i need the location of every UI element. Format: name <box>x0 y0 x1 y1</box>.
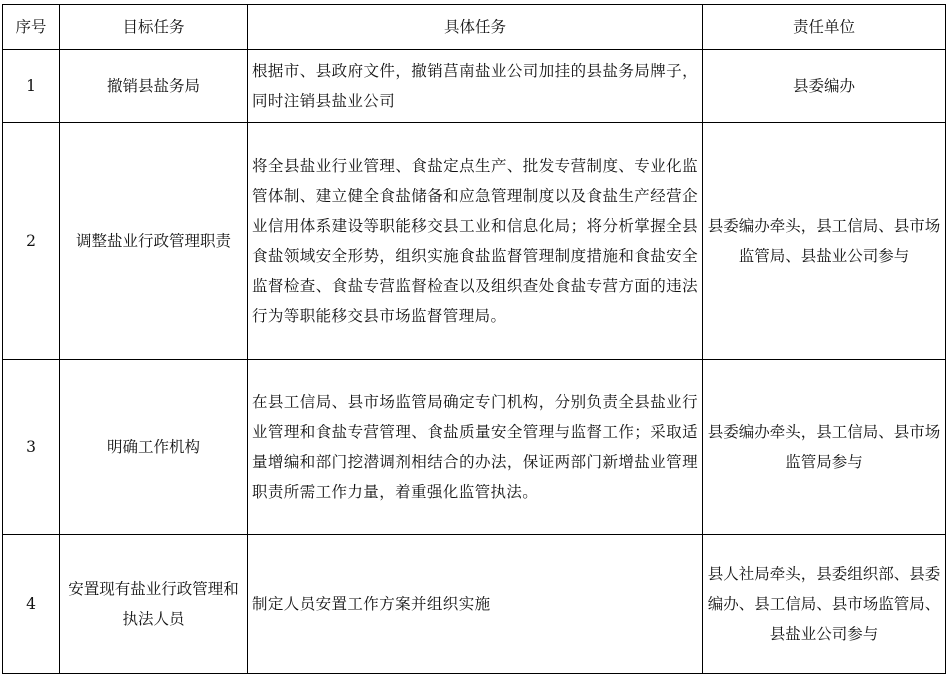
task-cell: 将全县盐业行业管理、食盐定点生产、批发专营制度、专业化监管体制、建立健全食盐储备和应急管理制度以及食盐生产经营企业信用体系建设等职能移交县工业和信息化局；将分析掌握全县食盐领域安全形势，组织实施食盐监督管理制度措施和食盐安全监督检查、食盐专营监督检查以及组织查处食盐专营方面的违法行为等职能移交县市场监督管理局。 <box>248 123 703 360</box>
row-number: 4 <box>3 535 60 674</box>
header-goal: 目标任务 <box>60 5 248 50</box>
table-row <box>3 360 946 535</box>
row-number: 2 <box>3 123 60 360</box>
table-header-row <box>3 5 946 50</box>
header-task: 具体任务 <box>248 5 703 50</box>
goal-cell: 明确工作机构 <box>60 360 248 535</box>
unit-cell: 县人社局牵头，县委组织部、县委编办、县工信局、县市场监管局、县盐业公司参与 <box>703 535 946 674</box>
task-cell: 在县工信局、县市场监管局确定专门机构，分别负责全县盐业行业管理和食盐专营管理、食盐质量安全管理与监督工作；采取适量增编和部门挖潜调剂相结合的办法，保证两部门新增盐业管理职责所需工作力量，着重强化监管执法。 <box>248 360 703 535</box>
goal-cell: 调整盐业行政管理职责 <box>60 123 248 360</box>
goal-cell: 安置现有盐业行政管理和执法人员 <box>60 535 248 674</box>
table-row <box>3 123 946 360</box>
task-cell: 根据市、县政府文件，撤销莒南盐业公司加挂的县盐务局牌子，同时注销县盐业公司 <box>248 50 703 123</box>
unit-cell: 县委编办牵头，县工信局、县市场监管局、县盐业公司参与 <box>703 123 946 360</box>
row-number: 3 <box>3 360 60 535</box>
table-row <box>3 535 946 674</box>
task-cell: 制定人员安置工作方案并组织实施 <box>248 535 703 674</box>
row-number: 1 <box>3 50 60 123</box>
header-unit: 责任单位 <box>703 5 946 50</box>
task-table <box>2 4 946 674</box>
table-row <box>3 50 946 123</box>
header-no: 序号 <box>3 5 60 50</box>
unit-cell: 县委编办牵头，县工信局、县市场监管局参与 <box>703 360 946 535</box>
goal-cell: 撤销县盐务局 <box>60 50 248 123</box>
unit-cell: 县委编办 <box>703 50 946 123</box>
